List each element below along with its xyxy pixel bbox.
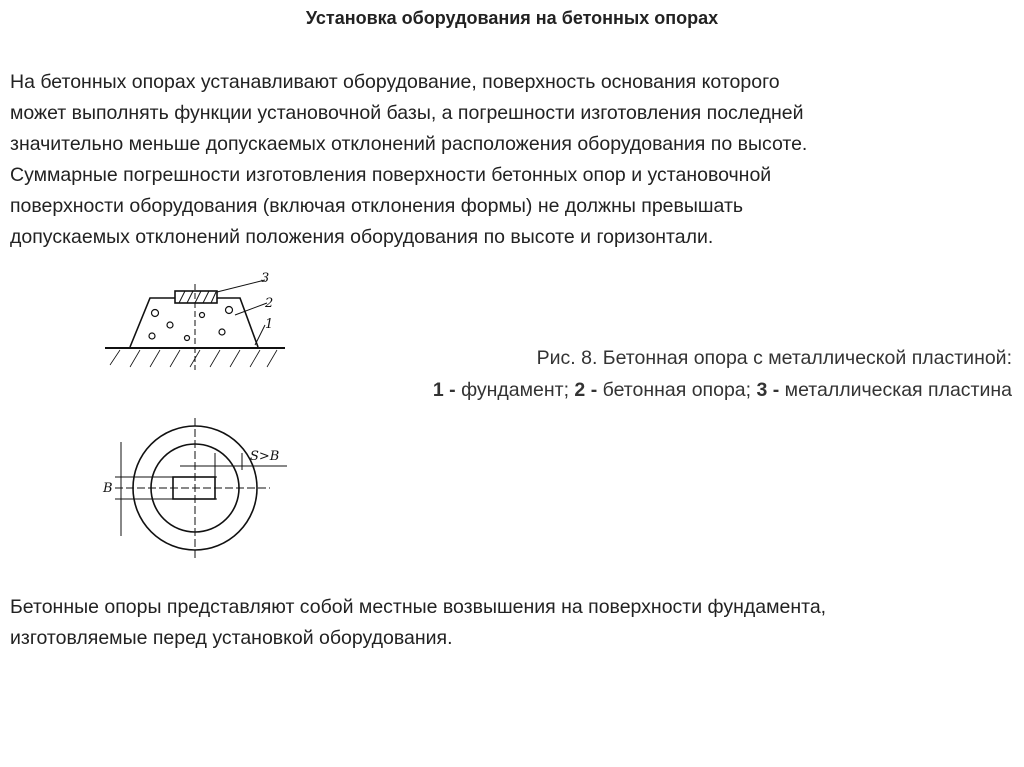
figure-label-2: 2 <box>265 296 274 311</box>
legend-sep: - <box>443 379 462 401</box>
figure-label-3: 3 <box>261 271 270 286</box>
dimension-label: S>B <box>250 449 280 464</box>
legend-label: бетонная опора; <box>602 379 752 401</box>
legend-num: 2 <box>574 379 586 401</box>
text-line: может выполнять функции установочной базы, а погрешности изготовления последней <box>10 102 804 124</box>
text-line: Суммарные погрешности изготовления поверхности бетонных опор и установочной <box>10 164 772 186</box>
text-line: изготовляемые перед установкой оборудования. <box>10 627 453 649</box>
legend-sep: - <box>585 379 603 401</box>
caption-title: Рис. 8. Бетонная опора с металлической пластиной: <box>536 347 1012 369</box>
legend-sep: - <box>767 379 785 401</box>
page-title: Установка оборудования на бетонных опорах <box>305 8 719 28</box>
text-line: допускаемых отклонений положения оборудования по высоте и горизонтали. <box>10 226 714 248</box>
legend-num: 3 <box>756 379 768 401</box>
text-line: На бетонных опорах устанавливают оборудование, поверхность основания которого <box>10 71 780 93</box>
text-line: поверхности оборудования (включая отклонения формы) не должны превышать <box>10 195 744 217</box>
legend-label: металлическая пластина <box>784 379 1012 401</box>
intro-paragraph <box>10 67 1020 253</box>
legend-label: фундамент; <box>461 379 569 401</box>
closing-paragraph <box>10 592 1020 654</box>
figure-label-1: 1 <box>265 317 274 332</box>
legend-num: 1 <box>432 379 444 401</box>
caption-legend <box>433 374 1012 406</box>
concrete-support-figure <box>95 270 295 570</box>
side-label: B <box>103 481 113 496</box>
text-line: Бетонные опоры представляют собой местные возвышения на поверхности фундамента, <box>10 596 827 618</box>
text-line: значительно меньше допускаемых отклонений расположения оборудования по высоте. <box>10 133 808 155</box>
figure-caption <box>433 342 1012 406</box>
